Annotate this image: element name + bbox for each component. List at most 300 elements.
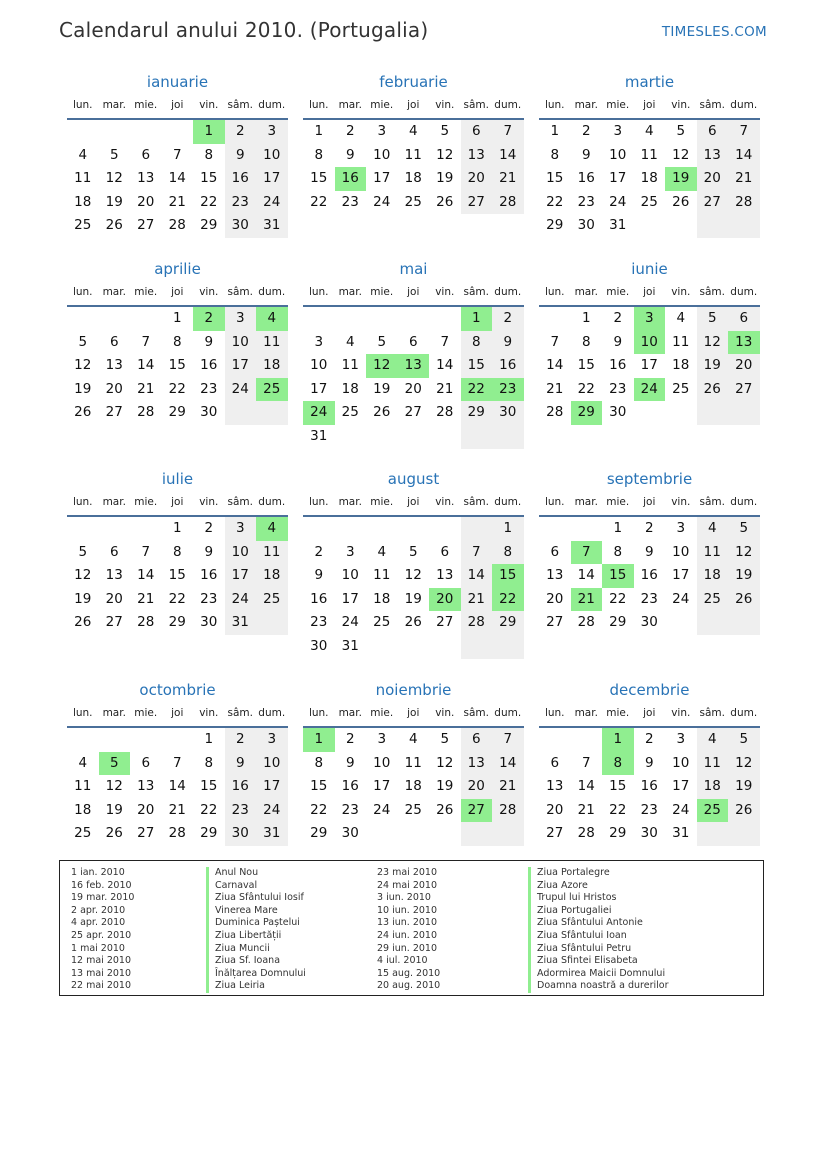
day-cell: 24 (225, 588, 257, 612)
empty-day-cell (398, 822, 430, 846)
holiday-day-cell: 1 (193, 120, 225, 144)
day-cell: 10 (672, 543, 690, 560)
holiday-day-cell: 8 (602, 752, 634, 776)
weekday-label: mar. (338, 286, 362, 298)
day-cell: 18 (256, 564, 288, 588)
weekday-header (303, 495, 524, 517)
week-row (303, 517, 524, 541)
day-cell: 20 (697, 167, 729, 191)
day-cell: 20 (404, 380, 422, 397)
day-cell: 1 (314, 123, 324, 139)
day-cell: 22 (200, 193, 218, 210)
week-row (67, 191, 288, 215)
week-row (67, 401, 288, 425)
day-cell: 19 (105, 193, 123, 210)
day-cell: 3 (676, 731, 686, 747)
holiday-day-cell: 21 (571, 588, 603, 612)
day-cell: 27 (105, 614, 123, 631)
weekday-label: sâm. (463, 707, 489, 719)
empty-day-cell (697, 214, 729, 238)
weekday-label: vin. (671, 707, 691, 719)
day-cell: 26 (436, 801, 454, 818)
day-cell: 29 (200, 217, 218, 234)
day-cell: 6 (141, 754, 151, 771)
day-cell: 16 (310, 590, 328, 607)
day-cell: 6 (697, 120, 729, 144)
legend-holiday-name: Ziua Sfântului Iosif (206, 892, 306, 905)
week-row (539, 752, 760, 776)
day-cell: 8 (550, 146, 560, 163)
day-cell: 1 (550, 123, 560, 139)
day-cell: 26 (728, 588, 760, 612)
month-title: ianuarie (146, 73, 209, 91)
day-cell: 9 (345, 754, 355, 771)
holiday-day-cell: 3 (634, 307, 666, 331)
week-row (67, 331, 288, 355)
day-cell: 14 (546, 357, 564, 374)
day-cell: 6 (440, 543, 450, 560)
day-cell: 14 (137, 567, 155, 584)
day-cell: 12 (74, 567, 92, 584)
week-row (303, 144, 524, 168)
day-cell: 21 (461, 588, 493, 612)
legend-names-col-1 (206, 867, 306, 993)
day-cell: 16 (200, 357, 218, 374)
day-cell: 11 (256, 331, 288, 355)
weekday-label: lun. (308, 99, 329, 111)
weekday-label: mie. (606, 99, 630, 111)
legend-date: 25 apr. 2010 (71, 929, 132, 941)
week-row (67, 214, 288, 238)
week-row (67, 378, 288, 402)
day-cell: 8 (613, 543, 623, 560)
day-cell: 30 (577, 217, 595, 234)
empty-day-cell (398, 425, 430, 449)
weekday-label: sâm. (227, 707, 253, 719)
day-cell: 18 (74, 801, 92, 818)
week-row (539, 307, 760, 331)
day-cell: 31 (672, 825, 690, 842)
week-row (67, 144, 288, 168)
legend-dates-col-2 (377, 867, 440, 993)
day-cell: 23 (225, 191, 257, 215)
empty-day-cell (67, 728, 99, 752)
day-cell: 27 (137, 217, 155, 234)
day-cell: 28 (492, 799, 524, 823)
weekday-label: lun. (308, 286, 329, 298)
day-cell: 24 (341, 614, 359, 631)
weekday-label: vin. (199, 496, 219, 508)
day-cell: 19 (74, 380, 92, 397)
week-row (539, 799, 760, 823)
day-cell: 2 (314, 543, 324, 560)
day-cell: 3 (256, 120, 288, 144)
day-cell: 24 (373, 193, 391, 210)
holiday-day-cell: 1 (461, 307, 493, 331)
day-cell: 28 (137, 404, 155, 421)
weekday-label: dum. (730, 707, 758, 719)
legend-date: 1 mai 2010 (71, 942, 125, 954)
day-cell: 2 (225, 728, 257, 752)
day-cell: 24 (609, 193, 627, 210)
day-cell: 12 (672, 146, 690, 163)
legend-date: 23 mai 2010 (377, 867, 438, 878)
weekday-label: mie. (606, 707, 630, 719)
weekday-label: joi (407, 707, 420, 719)
week-row (67, 517, 288, 541)
empty-day-cell (697, 401, 729, 425)
day-cell: 25 (404, 193, 422, 210)
holiday-day-cell: 12 (366, 354, 398, 378)
weekday-label: joi (643, 99, 656, 111)
holiday-day-cell: 19 (665, 167, 697, 191)
day-cell: 29 (168, 614, 186, 631)
day-cell: 6 (408, 333, 418, 350)
day-cell: 4 (697, 728, 729, 752)
holiday-day-cell: 29 (571, 401, 603, 425)
day-cell: 6 (461, 728, 493, 752)
day-cell: 23 (341, 801, 359, 818)
day-cell: 16 (577, 170, 595, 187)
day-cell: 27 (404, 404, 422, 421)
day-cell: 14 (461, 564, 493, 588)
week-row (303, 307, 524, 331)
day-cell: 15 (168, 357, 186, 374)
week-row (539, 378, 760, 402)
day-cell: 30 (225, 822, 257, 846)
weekday-label: mie. (606, 286, 630, 298)
holiday-day-cell: 7 (571, 541, 603, 565)
day-cell: 29 (168, 404, 186, 421)
day-cell: 8 (172, 333, 182, 350)
legend-date: 13 iun. 2010 (377, 917, 438, 929)
day-cell: 8 (461, 331, 493, 355)
day-cell: 2 (492, 307, 524, 331)
weekday-label: joi (407, 99, 420, 111)
day-cell: 12 (105, 170, 123, 187)
day-cell: 26 (436, 193, 454, 210)
month-title: iunie (631, 260, 668, 278)
day-cell: 30 (492, 401, 524, 425)
holiday-day-cell: 2 (193, 307, 225, 331)
day-cell: 14 (577, 567, 595, 584)
weekday-label: vin. (435, 707, 455, 719)
holiday-day-cell: 1 (303, 728, 335, 752)
legend-holiday-name: Vinerea Mare (206, 905, 306, 918)
day-cell: 4 (345, 333, 355, 350)
day-cell: 7 (492, 120, 524, 144)
day-cell: 13 (105, 357, 123, 374)
day-cell: 15 (168, 567, 186, 584)
weekday-label: dum. (258, 707, 286, 719)
day-cell: 10 (225, 541, 257, 565)
holiday-legend (59, 860, 764, 996)
day-cell: 14 (436, 357, 454, 374)
day-cell: 29 (609, 825, 627, 842)
day-cell: 25 (373, 614, 391, 631)
day-cell: 19 (105, 801, 123, 818)
day-cell: 28 (577, 825, 595, 842)
day-cell: 29 (461, 401, 493, 425)
weekday-header (67, 285, 288, 307)
day-cell: 20 (546, 801, 564, 818)
week-row (67, 775, 288, 799)
weekday-header (539, 706, 760, 728)
day-cell: 26 (105, 217, 123, 234)
weekday-label: vin. (435, 286, 455, 298)
day-cell: 4 (697, 517, 729, 541)
day-cell: 31 (256, 214, 288, 238)
holiday-day-cell: 22 (461, 378, 493, 402)
weekday-label: dum. (494, 707, 522, 719)
legend-date: 24 mai 2010 (377, 879, 438, 891)
empty-day-cell (492, 822, 524, 846)
day-cell: 23 (225, 799, 257, 823)
week-row (303, 331, 524, 355)
day-cell: 29 (310, 825, 328, 842)
weekday-label: mar. (338, 99, 362, 111)
legend-date: 4 iul. 2010 (377, 955, 428, 967)
week-row (67, 799, 288, 823)
day-cell: 24 (373, 801, 391, 818)
day-cell: 21 (137, 590, 155, 607)
legend-holiday-name: Ziua Portugaliei (528, 905, 668, 918)
empty-day-cell (398, 517, 430, 541)
day-cell: 14 (168, 170, 186, 187)
week-row (67, 822, 288, 846)
day-cell: 22 (546, 193, 564, 210)
day-cell: 2 (204, 520, 214, 536)
day-cell: 3 (314, 333, 324, 350)
day-cell: 9 (644, 754, 654, 771)
month-ianuarie (67, 72, 288, 238)
weekday-label: joi (171, 707, 184, 719)
holiday-day-cell: 15 (492, 564, 524, 588)
day-cell: 18 (373, 590, 391, 607)
day-cell: 24 (225, 378, 257, 402)
empty-day-cell (398, 635, 430, 659)
day-cell: 10 (609, 146, 627, 163)
holiday-day-cell: 1 (602, 728, 634, 752)
legend-holiday-name: Ziua Sfântului Petru (528, 943, 668, 956)
empty-day-cell (461, 635, 493, 659)
empty-day-cell (256, 611, 288, 635)
day-cell: 18 (404, 778, 422, 795)
day-cell: 30 (609, 404, 627, 421)
week-row (303, 799, 524, 823)
day-cell: 5 (377, 333, 387, 350)
day-cell: 15 (310, 778, 328, 795)
day-cell: 21 (492, 775, 524, 799)
weekday-label: mar. (102, 99, 126, 111)
day-cell: 5 (728, 728, 760, 752)
weekday-label: vin. (199, 286, 219, 298)
day-cell: 19 (373, 380, 391, 397)
month-title: august (387, 470, 440, 488)
day-cell: 14 (492, 144, 524, 168)
empty-day-cell (429, 822, 461, 846)
weekday-label: mar. (102, 286, 126, 298)
empty-day-cell (728, 214, 760, 238)
empty-day-cell (665, 214, 697, 238)
week-row (539, 354, 760, 378)
day-cell: 13 (546, 567, 564, 584)
day-cell: 30 (640, 825, 658, 842)
weekday-label: mie. (370, 286, 394, 298)
legend-holiday-name: Anul Nou (206, 867, 306, 880)
legend-holiday-name: Ziua Azore (528, 880, 668, 893)
day-cell: 7 (172, 146, 182, 163)
week-row (67, 307, 288, 331)
day-cell: 25 (341, 404, 359, 421)
day-cell: 26 (728, 799, 760, 823)
day-cell: 20 (105, 380, 123, 397)
empty-day-cell (461, 517, 493, 541)
day-cell: 5 (440, 731, 450, 747)
weekday-label: vin. (671, 99, 691, 111)
day-cell: 12 (697, 331, 729, 355)
weekday-label: vin. (671, 496, 691, 508)
day-cell: 29 (609, 614, 627, 631)
day-cell: 28 (168, 217, 186, 234)
day-cell: 7 (440, 333, 450, 350)
day-cell: 30 (200, 404, 218, 421)
day-cell: 21 (168, 801, 186, 818)
day-cell: 20 (137, 193, 155, 210)
month-title: mai (399, 260, 428, 278)
weekday-label: sâm. (699, 99, 725, 111)
day-cell: 21 (137, 380, 155, 397)
day-cell: 10 (373, 146, 391, 163)
day-cell: 25 (697, 588, 729, 612)
day-cell: 10 (225, 331, 257, 355)
weekday-label: dum. (730, 286, 758, 298)
weekday-label: dum. (494, 496, 522, 508)
day-cell: 26 (105, 825, 123, 842)
day-cell: 5 (109, 146, 119, 163)
brand-link[interactable]: TIMESLES.COM (661, 24, 767, 40)
day-cell: 13 (461, 144, 493, 168)
weekday-label: joi (171, 286, 184, 298)
day-cell: 14 (492, 752, 524, 776)
legend-date: 22 mai 2010 (71, 980, 132, 992)
day-cell: 11 (373, 567, 391, 584)
day-cell: 25 (404, 801, 422, 818)
day-cell: 12 (404, 567, 422, 584)
weekday-header (303, 706, 524, 728)
weekday-header (539, 285, 760, 307)
day-cell: 12 (728, 752, 760, 776)
day-cell: 10 (373, 754, 391, 771)
day-cell: 9 (644, 543, 654, 560)
day-cell: 7 (172, 754, 182, 771)
empty-day-cell (99, 517, 131, 541)
day-cell: 26 (74, 614, 92, 631)
day-cell: 5 (728, 517, 760, 541)
day-cell: 31 (341, 637, 359, 654)
weekday-label: sâm. (463, 286, 489, 298)
empty-day-cell (67, 307, 99, 331)
day-cell: 22 (310, 801, 328, 818)
empty-day-cell (665, 401, 697, 425)
legend-dates-col-1 (71, 867, 134, 993)
day-cell: 3 (676, 520, 686, 536)
day-cell: 7 (141, 333, 151, 350)
day-cell: 12 (105, 778, 123, 795)
weekday-label: dum. (730, 99, 758, 111)
month-title: iulie (161, 470, 194, 488)
day-cell: 26 (373, 404, 391, 421)
day-cell: 25 (640, 193, 658, 210)
day-cell: 31 (256, 822, 288, 846)
month-title: aprilie (154, 260, 201, 278)
day-cell: 17 (609, 170, 627, 187)
day-cell: 7 (581, 754, 591, 771)
week-row (539, 214, 760, 238)
empty-day-cell (162, 120, 194, 144)
month-decembrie (539, 680, 760, 846)
week-row (539, 331, 760, 355)
week-row (539, 401, 760, 425)
day-cell: 23 (609, 380, 627, 397)
day-cell: 18 (74, 193, 92, 210)
day-cell: 13 (697, 144, 729, 168)
day-cell: 28 (168, 825, 186, 842)
day-cell: 9 (581, 146, 591, 163)
empty-day-cell (130, 728, 162, 752)
day-cell: 3 (256, 728, 288, 752)
holiday-day-cell: 15 (602, 564, 634, 588)
legend-holiday-name: Ziua Portalegre (528, 867, 668, 880)
weekday-header (539, 495, 760, 517)
day-cell: 8 (314, 754, 324, 771)
holiday-day-cell: 13 (398, 354, 430, 378)
weekday-label: vin. (435, 99, 455, 111)
week-row (303, 564, 524, 588)
weekday-label: joi (643, 286, 656, 298)
day-cell: 7 (550, 333, 560, 350)
day-cell: 4 (644, 123, 654, 139)
month-iunie (539, 259, 760, 425)
empty-day-cell (429, 307, 461, 331)
legend-holiday-name: Doamna noastră a durerilor (528, 980, 668, 993)
day-cell: 5 (676, 123, 686, 139)
day-cell: 7 (141, 543, 151, 560)
day-cell: 6 (461, 120, 493, 144)
holiday-day-cell: 20 (429, 588, 461, 612)
empty-day-cell (571, 728, 603, 752)
weekday-label: sâm. (463, 99, 489, 111)
empty-day-cell (366, 822, 398, 846)
day-cell: 13 (546, 778, 564, 795)
day-cell: 6 (550, 754, 560, 771)
week-row (539, 564, 760, 588)
day-cell: 19 (404, 590, 422, 607)
week-row (303, 611, 524, 635)
day-cell: 8 (172, 543, 182, 560)
legend-date: 2 apr. 2010 (71, 904, 126, 916)
weekday-label: joi (171, 99, 184, 111)
week-row (303, 120, 524, 144)
day-cell: 12 (436, 146, 454, 163)
day-cell: 20 (105, 590, 123, 607)
weekday-label: sâm. (699, 707, 725, 719)
day-cell: 28 (461, 611, 493, 635)
month-title: februarie (379, 73, 448, 91)
day-cell: 21 (436, 380, 454, 397)
month-title: decembrie (609, 681, 690, 699)
weekday-label: mar. (574, 496, 598, 508)
